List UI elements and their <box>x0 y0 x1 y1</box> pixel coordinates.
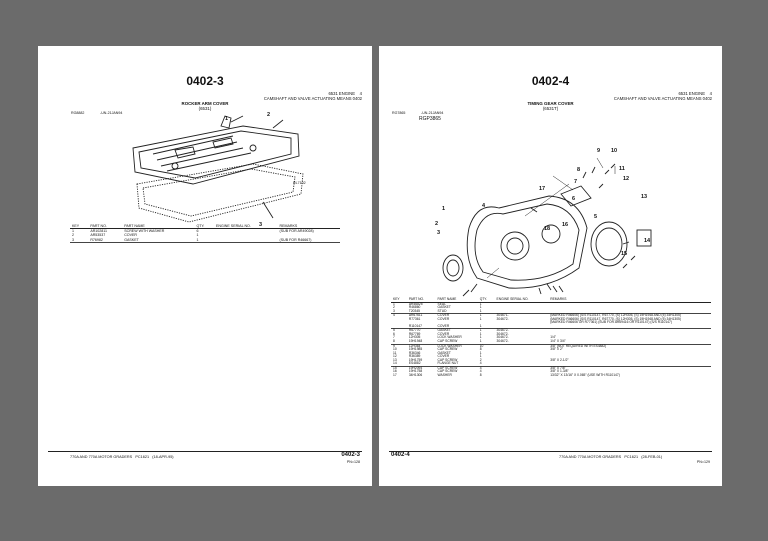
catalog-page-right <box>379 46 722 486</box>
table-row: 6 R67769 COVER 1 304672- <box>393 331 509 336</box>
col-remarks: REMARKS <box>548 298 711 302</box>
callout-1: 1 <box>442 206 446 212</box>
section-subtitle: (6531T) <box>542 106 559 111</box>
header-group: 6531 ENGINE <box>678 91 705 96</box>
table-row: 14 ES4882 FLANGE NUT 4 <box>391 362 711 366</box>
table-row: (MARKED R46606 OR R77361) (SUB FOR AR69416 OR R110147) (S/S R110147) <box>550 320 672 325</box>
table-row: 2 AR53537 COVER 1 <box>72 233 199 238</box>
table-row: 1 AR46825 SEAL 1 <box>393 301 482 306</box>
figure-ref: RG7865 <box>392 111 406 115</box>
footer-rule <box>48 451 362 452</box>
page-number: 0402-4 <box>531 74 570 88</box>
table-row: R110147 COVER 1 <box>391 325 711 329</box>
callout-16: 16 <box>562 222 569 228</box>
table-row: R77361 COVER 1 304672- (MARKED R46606) (S/S R110147, R67770, (S) 12H305, (S) 19H1948 AND (5) 34H1305) <box>408 316 681 321</box>
section-subtitle: (6531) <box>198 106 212 111</box>
table-row: 10 19H1985 CAP SCREW 8 3/8" X 2" <box>393 347 563 352</box>
callout-18: 18 <box>544 226 551 232</box>
footer-catalog: PC1621 <box>135 455 150 459</box>
table-row: 5 R67770 GASKET 1 304672- <box>393 328 509 333</box>
header-section: CAMSHAFT AND VALVE ACTUATING MEANS 0402 <box>613 96 712 101</box>
col-serial: ENGINE SERIAL NO. <box>214 224 278 229</box>
col-part-name: PART NAME <box>436 298 478 302</box>
table-row: 3 R76982 GASKET 1 (SUB FOR R46667) <box>70 238 340 243</box>
col-part-no: PART NO. <box>407 298 436 302</box>
footer-date: (18-APR-95) <box>152 455 174 459</box>
figure-code-2: RL7102 <box>293 181 306 185</box>
header-group: 6531 ENGINE <box>328 91 355 96</box>
callout-10: 10 <box>611 148 618 154</box>
footer-catalog: PC1621 <box>624 455 639 459</box>
callout-4: 4 <box>482 203 486 209</box>
callout-14: 14 <box>644 238 651 244</box>
table-row: 16 19H1758 CAP SCREW 4 3/8" X 1-3/8" <box>393 369 569 374</box>
section-title: ROCKER ARM COVER <box>181 101 229 106</box>
table-row: 2 R46860 GASKET 1 <box>393 305 482 310</box>
table-row: 12 R36389 COVER 1 <box>393 354 482 359</box>
section-title: TIMING GEAR COVER <box>527 101 574 106</box>
callout-17: 17 <box>539 186 546 192</box>
callout-7: 7 <box>574 179 578 185</box>
callout-12: 12 <box>623 176 630 182</box>
col-key: KEY <box>391 298 407 302</box>
timing-gear-cover-illustration <box>429 118 669 298</box>
callout-2: 2 <box>267 112 271 118</box>
col-part-no: PART NO. <box>88 224 122 229</box>
callout-2: 2 <box>435 221 439 227</box>
footer-page-sub: PN=128 <box>346 460 360 464</box>
col-remarks: REMARKS <box>278 224 340 229</box>
header-number: 4 <box>359 91 362 96</box>
callout-8: 8 <box>577 167 581 173</box>
header-number: 4 <box>709 91 712 96</box>
callout-9: 9 <box>597 148 601 154</box>
footer-page-sub: PN=129 <box>696 460 710 464</box>
table-row: 8 19H1948 CAP SCREW 1 304672- 1/4" X 3/4" <box>391 340 711 344</box>
col-serial: ENGINE SERIAL NO. <box>495 298 549 302</box>
table-row: 4 AR67611 COVER 1 304671- (MARKED R46606) (S/S R110147, R67770, (S) 12H305, (S) 19H1948 AND (5) 34H1305) <box>393 313 681 318</box>
table-row: 17 34H1306 WASHER 8 13/32" X 13/16" X 0.065" (USE WITH R110147) <box>393 372 620 377</box>
callout-5: 5 <box>594 214 598 220</box>
callout-1: 1 <box>225 116 229 122</box>
figure-code: -UN-21JAN94 <box>421 111 444 115</box>
callout-11: 11 <box>619 166 625 172</box>
page-number: 0402-3 <box>186 74 224 88</box>
col-key: KEY <box>70 224 88 229</box>
footer-date: (28-FEB-01) <box>641 455 663 459</box>
footer-title: 770A AND 770A MOTOR GRADERS <box>559 455 622 459</box>
figure-ref: RG8882 <box>71 111 85 115</box>
col-qty: QTY. <box>478 298 495 302</box>
figure-code: -UN-21JAN94 <box>100 111 123 115</box>
parts-table-body <box>391 302 711 377</box>
callout-3: 3 <box>437 230 441 236</box>
figure-label: RGP3865 <box>419 116 441 122</box>
callout-3: 3 <box>259 222 263 228</box>
catalog-page-left <box>38 46 372 486</box>
col-qty: QTY. <box>195 224 215 229</box>
callout-6: 6 <box>572 196 576 202</box>
parts-table <box>70 224 340 243</box>
table-row: 9 12H364 LOCK WASHER 10 3/8" (NOT REQUIRED WITH ES4882) <box>393 343 607 348</box>
table-row: 13 19H1759 CAP SCREW 2 3/8" X 2-1/2" <box>393 357 569 362</box>
footer-page-number: 0402-3 <box>341 452 360 458</box>
footer-title: 770A AND 770A MOTOR GRADERS <box>70 455 133 459</box>
table-row: 1 AR102811 SCREW WITH WASHER 6 (SUB FOR AR49028) <box>72 229 314 234</box>
footer-rule <box>389 451 712 452</box>
callout-13: 13 <box>641 194 648 200</box>
rocker-arm-cover-illustration <box>123 114 313 232</box>
callout-15: 15 <box>621 251 628 257</box>
table-row: 3 T20345 STUD 1 <box>391 310 711 314</box>
table-row: 7 12H305 LOCK WASHER 1 304672- 1/4" <box>393 335 556 340</box>
header-section: CAMSHAFT AND VALVE ACTUATING MEANS 0402 <box>263 96 362 101</box>
table-row: 11 R36346 GASKET 1 <box>393 350 482 355</box>
parts-table <box>391 298 711 377</box>
col-part-name: PART NAME <box>122 224 194 229</box>
table-row: 15 19H2094 CAP SCREW 4 3/8" X 7/8" <box>393 365 566 370</box>
footer-page-number: 0402-4 <box>391 452 410 458</box>
